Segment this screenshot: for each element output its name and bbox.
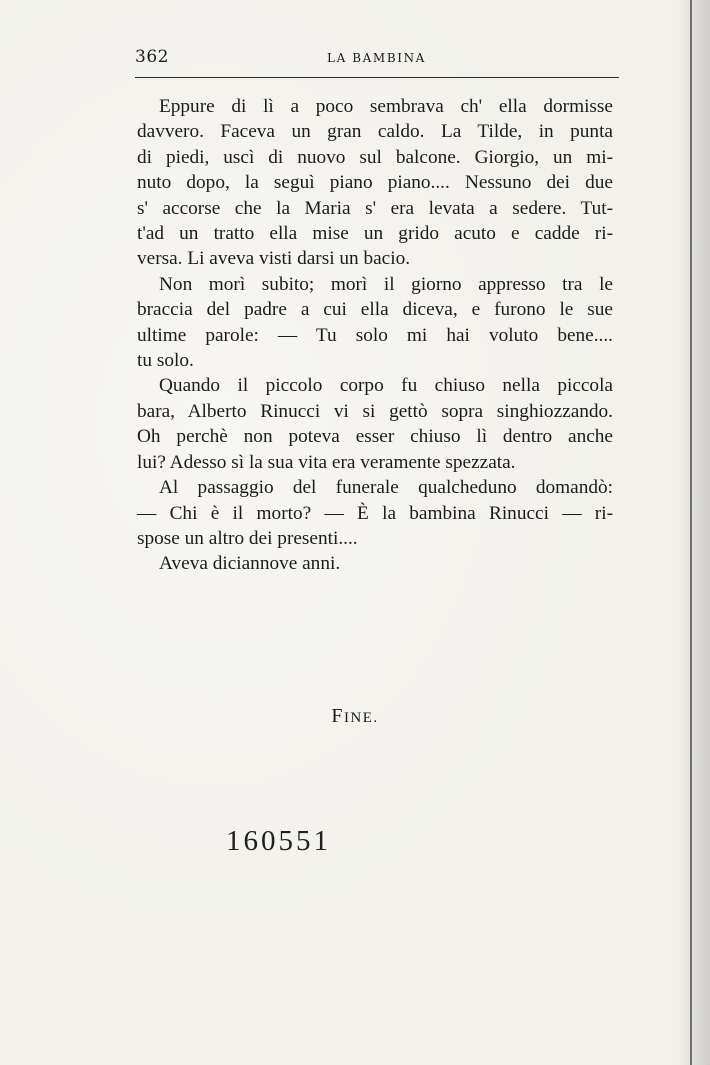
page-spine-shadow <box>678 0 710 1065</box>
text-line: t'ad un tratto ella mise un grido acuto e cadde ri- <box>137 223 613 245</box>
end-mark-initial: F <box>331 705 344 727</box>
page-number: 362 <box>135 47 169 67</box>
text-line: lui? Adesso sì la sua vita era veramente spezzata. <box>137 451 516 473</box>
text-line: versa. Li aveva visti darsi un bacio. <box>137 248 411 270</box>
page-spine-edge <box>690 0 692 1065</box>
text-line: Eppure di lì a poco sembrava ch' ella dormisse <box>159 96 613 117</box>
text-line: davvero. Faceva un gran caldo. La Tilde, in punta <box>137 121 613 143</box>
text-line: Quando il piccolo corpo fu chiuso nella piccola <box>159 375 613 397</box>
text-line: bara, Alberto Rinucci vi si gettò sopra singhiozzando. <box>137 400 613 422</box>
header-rule <box>135 77 619 78</box>
text-line: Oh perchè non poteva esser chiuso lì dentro anche <box>137 426 613 448</box>
text-line: — Chi è il morto? — È la bambina Rinucci — ri- <box>137 502 613 524</box>
end-mark <box>0 705 710 728</box>
body-text <box>137 94 613 577</box>
text-line: tu solo. <box>137 350 194 372</box>
text-line: spose un altro dei presenti.... <box>137 527 358 549</box>
text-line: braccia del padre a cui ella diceva, e furono le sue <box>137 299 613 321</box>
library-stamp-number: 160551 <box>226 825 331 857</box>
text-line: Non morì subito; morì il giorno appresso tra le <box>159 273 613 295</box>
text-line: nuto dopo, la seguì piano piano.... Nessuno dei due <box>137 172 613 194</box>
text-line: ultime parole: — Tu solo mi hai voluto bene.... <box>137 324 613 346</box>
end-mark-rest: INE. <box>343 710 379 726</box>
running-title: LA BAMBINA <box>327 51 426 65</box>
text-line: s' accorse che la Maria s' era levata a sedere. Tut- <box>137 197 613 219</box>
text-line: Al passaggio del funerale qualcheduno domandò: <box>159 477 613 499</box>
text-line: Aveva diciannove anni. <box>159 553 341 575</box>
text-line: di piedi, uscì di nuovo sul balcone. Giorgio, un mi- <box>137 146 613 168</box>
